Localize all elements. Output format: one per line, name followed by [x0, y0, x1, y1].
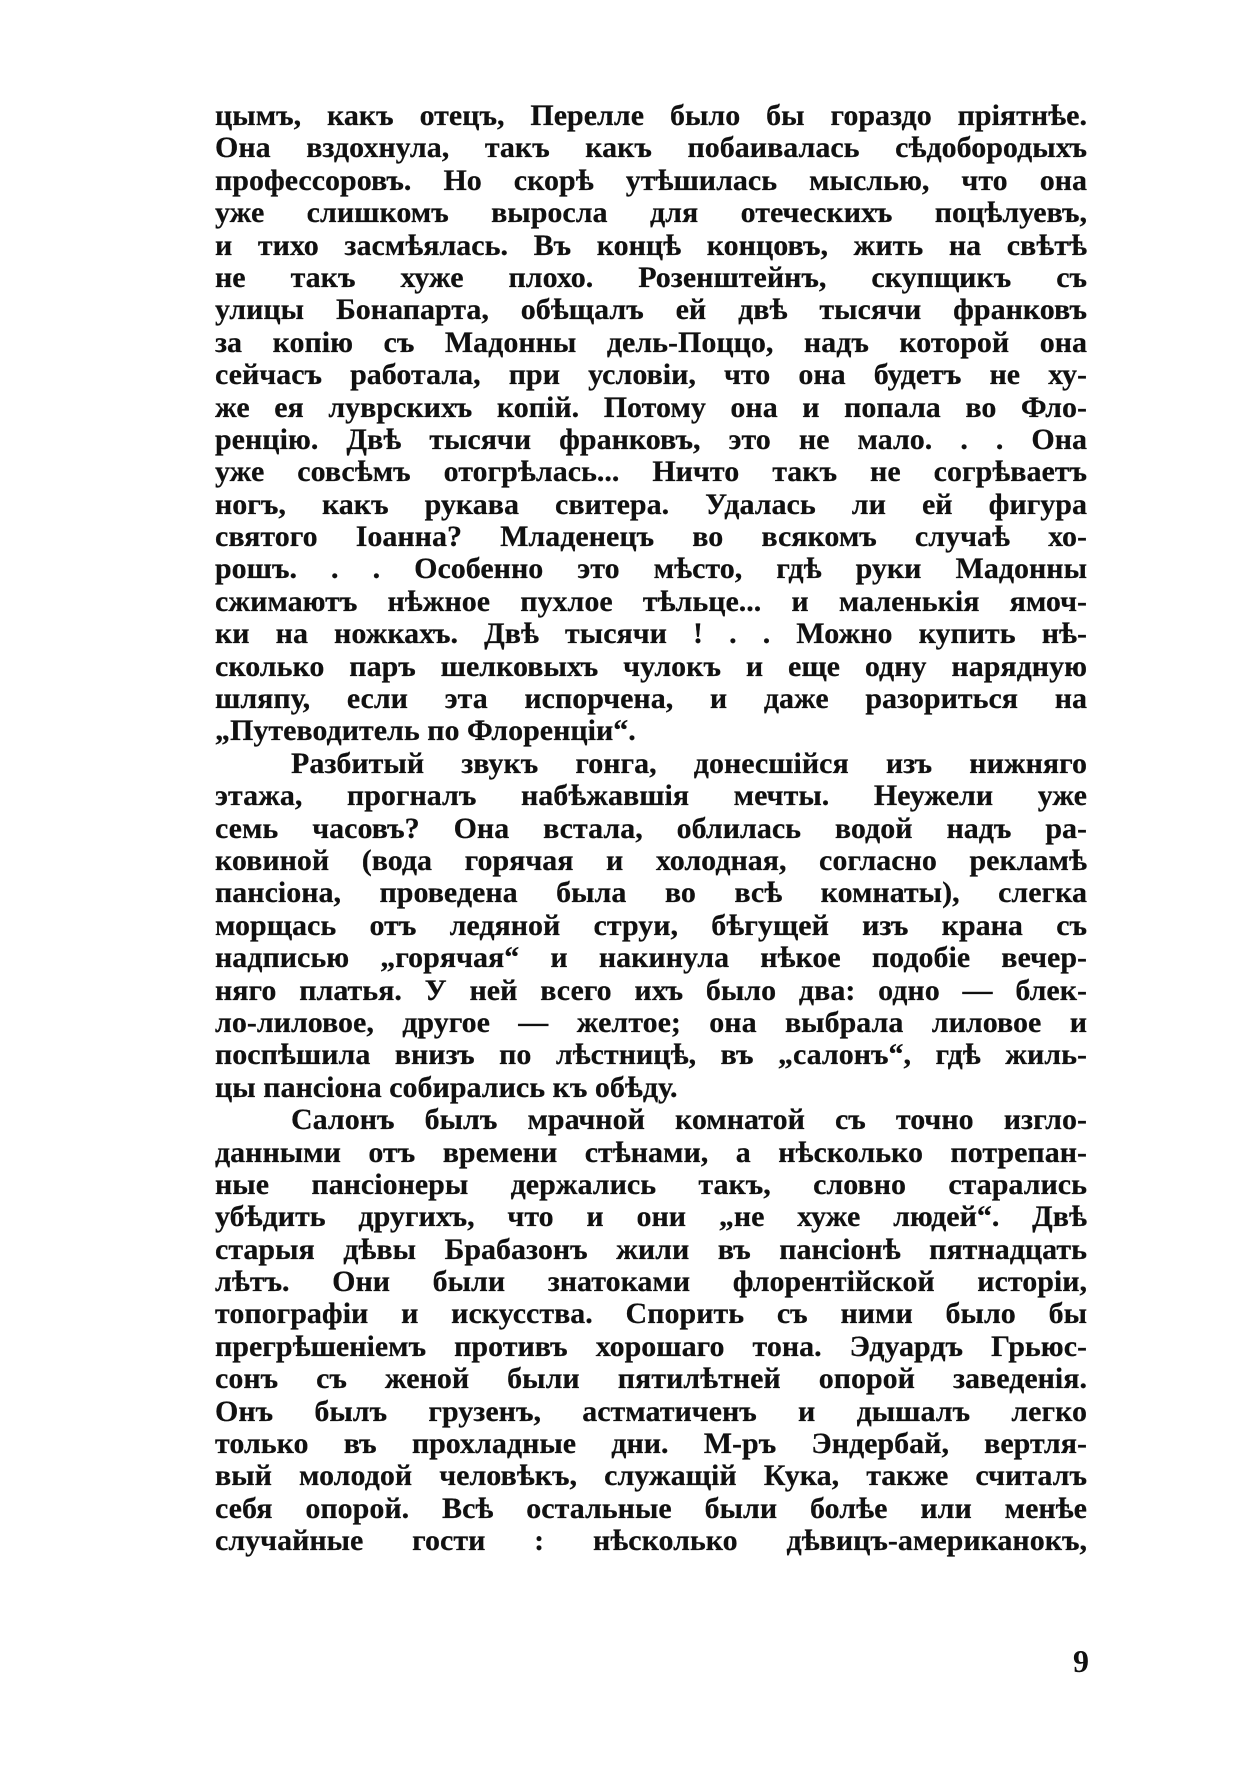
text-line: „Путеводитель по Флоренціи“.: [215, 714, 636, 748]
text-line: морщась отъ ледяной струи, бѣгущей изъ крана съ: [215, 908, 1087, 942]
text-line: ло-лиловое, другое — желтое; она выбрала лиловое и: [215, 1005, 1087, 1039]
text-line: ные пансіонеры держались такъ, словно старались: [215, 1167, 1087, 1201]
text-line: Она вздохнула, такъ какъ побаивалась сѣдобородыхъ: [215, 131, 1087, 165]
text-line: данными отъ времени стѣнами, а нѣсколько потрепан-: [215, 1135, 1087, 1169]
text-line: цымъ, какъ отецъ, Перелле было бы гораздо пріятнѣе.: [215, 99, 1087, 132]
text-line: надписью „горячая“ и накинула нѣкое подобіе вечер-: [215, 941, 1087, 975]
text-line: ногъ, какъ рукава свитера. Удалась ли ей фигура: [215, 487, 1087, 521]
text-line: случайные гости : нѣсколько дѣвицъ-американокъ,: [215, 1524, 1087, 1558]
text-line: цы пансіона собирались къ обѣду.: [215, 1070, 678, 1104]
text-line: этажа, прогналъ набѣжавшія мечты. Неужели уже: [215, 779, 1087, 813]
text-line: Онъ былъ грузенъ, астматиченъ и дышалъ легко: [215, 1394, 1087, 1428]
text-line: только въ прохладные дни. М-ръ Эндербай, вертля-: [215, 1427, 1087, 1461]
text-line: ки на ножкахъ. Двѣ тысячи ! . . Можно купить нѣ-: [215, 617, 1087, 651]
text-line: прегрѣшеніемъ противъ хорошаго тона. Эдуардъ Грьюс-: [215, 1329, 1087, 1363]
text-line: себя опорой. Всѣ остальные были болѣе или менѣе: [215, 1491, 1087, 1525]
text-line: старыя дѣвы Брабазонъ жили въ пансіонѣ пятнадцать: [215, 1232, 1087, 1266]
text-line: ковиной (вода горячая и холодная, согласно рекламѣ: [215, 843, 1087, 877]
text-line: пансіона, проведена была во всѣ комнаты), слегка: [215, 876, 1087, 910]
text-line: не такъ хуже плохо. Розенштейнъ, скупщикъ съ: [215, 260, 1087, 294]
text-line: поспѣшила внизъ по лѣстницѣ, въ „салонъ“, гдѣ жиль-: [215, 1038, 1087, 1072]
text-line: святого Іоанна? Младенецъ во всякомъ случаѣ хо-: [215, 520, 1087, 554]
text-line: уже слишкомъ выросла для отеческихъ поцѣлуевъ,: [215, 196, 1087, 230]
text-line: ренцію. Двѣ тысячи франковъ, это не мало. . . Она: [215, 422, 1087, 456]
text-line: и тихо засмѣялась. Въ концѣ концовъ, жить на свѣтѣ: [215, 228, 1087, 262]
paragraph-start-line: Салонъ былъ мрачной комнатой съ точно изгло-: [291, 1103, 1087, 1137]
text-line: уже совсѣмъ отогрѣлась... Ничто такъ не согрѣваетъ: [215, 455, 1087, 489]
text-line: за копію съ Мадонны дель-Поццо, надъ которой она: [215, 325, 1087, 359]
page-number: 9: [1073, 1643, 1089, 1679]
text-line: лѣтъ. Они были знатоками флорентійской исторіи,: [215, 1265, 1087, 1299]
text-line: улицы Бонапарта, обѣщалъ ей двѣ тысячи франковъ: [215, 293, 1087, 327]
text-line: профессоровъ. Но скорѣ утѣшилась мыслью, что она: [215, 163, 1087, 197]
text-line: сонъ съ женой были пятилѣтней опорой заведенія.: [215, 1362, 1087, 1396]
text-line: же ея луврскихъ копій. Потому она и попала во Фло-: [215, 390, 1087, 424]
page-body: [215, 100, 1087, 1700]
text-line: рошъ. . . Особенно это мѣсто, гдѣ руки Мадонны: [215, 552, 1087, 586]
text-line: убѣдить другихъ, что и они „не хуже людей“. Двѣ: [215, 1200, 1087, 1234]
main-text: [215, 100, 1087, 1558]
paragraph-start-line: Разбитый звукъ гонга, донесшійся изъ нижняго: [291, 746, 1087, 780]
text-line: вый молодой человѣкъ, служащій Кука, также считалъ: [215, 1459, 1087, 1493]
text-line: топографіи и искусства. Спорить съ ними было бы: [215, 1297, 1087, 1331]
text-line: семь часовъ? Она встала, облилась водой надъ ра-: [215, 811, 1087, 845]
text-line: сжимаютъ нѣжное пухлое тѣльце... и маленькія ямоч-: [215, 584, 1087, 618]
text-line: няго платья. У ней всего ихъ было два: одно — блек-: [215, 973, 1087, 1007]
text-line: сколько паръ шелковыхъ чулокъ и еще одну нарядную: [215, 649, 1087, 683]
text-line: сейчасъ работала, при условіи, что она будетъ не ху-: [215, 358, 1087, 392]
text-line: шляпу, если эта испорчена, и даже разориться на: [215, 682, 1087, 716]
